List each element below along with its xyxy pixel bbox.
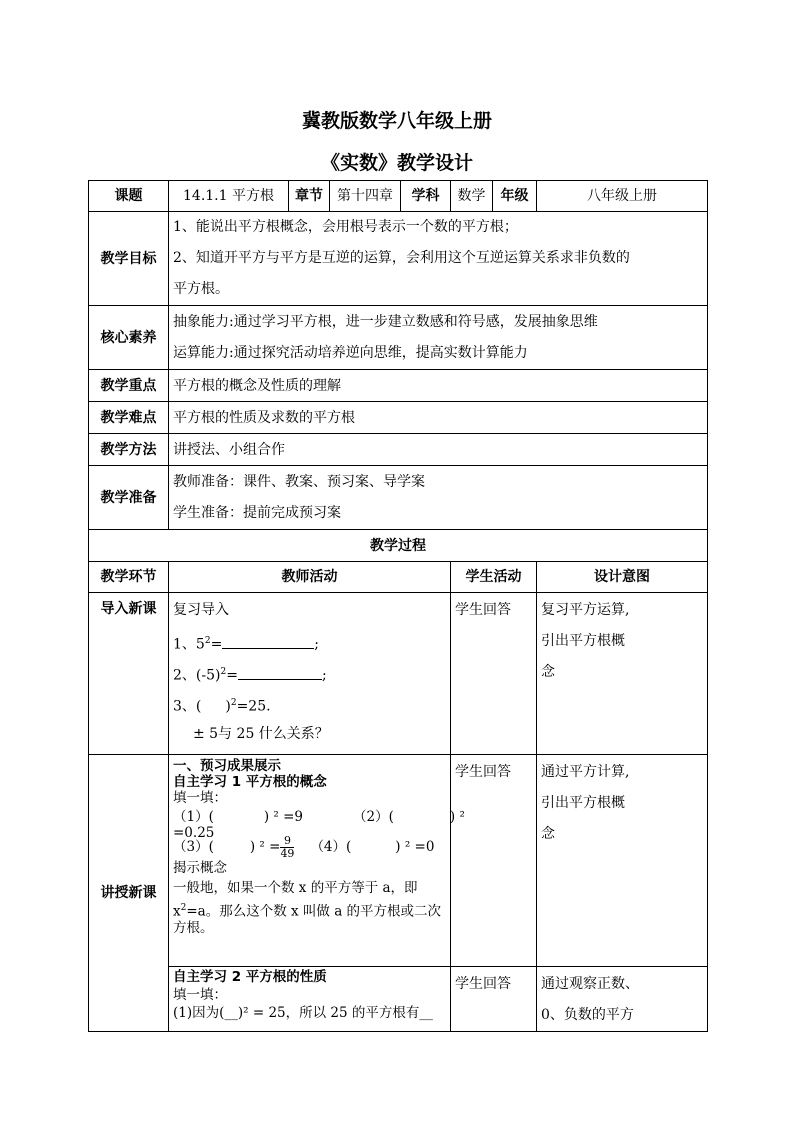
chapter-label: 章节 xyxy=(289,181,330,212)
core-line-2: 运算能力:通过探究活动培养逆向思维，提高实数计算能力 xyxy=(173,344,528,361)
topic-label: 课题 xyxy=(89,181,169,212)
lecture-fill-row-1: （1）( ) ² =9 （2）( ) ² xyxy=(173,809,465,825)
chapter-value: 第十四章 xyxy=(330,181,401,212)
goals-line-2: 2、知道开平方与平方是互逆的运算，会利用这个互逆运算关系求非负数的 xyxy=(173,250,630,266)
fraction-9-49: $\frac{9}{49}$ xyxy=(280,834,295,860)
intro-question-1: 1、$5^2=$ ; xyxy=(173,636,320,653)
difficulty-label: 教学难点 xyxy=(89,402,169,434)
lecture-fill-label: 填一填： xyxy=(173,790,227,806)
intro-stage: 导入新课 xyxy=(89,593,169,755)
intro-question-2: 2、$(-5)^2=$ ; xyxy=(173,667,327,684)
goals-line-3: 平方根。 xyxy=(173,281,229,297)
header-stage: 教学环节 xyxy=(89,562,169,593)
subject-label: 学科 xyxy=(401,181,451,212)
lecture-design-intent-2: 通过观察正数、 0、负数的平方 xyxy=(537,967,708,1032)
core-label: 核心素养 xyxy=(89,306,169,370)
goals-label: 教学目标 xyxy=(89,212,169,306)
core-line-1: 抽象能力:通过学习平方根，进一步建立数感和符号感，发展抽象思维 xyxy=(173,313,598,330)
intro-question-3: 3、( )$^2$=25. xyxy=(173,698,271,715)
header-teacher-activity: 教师活动 xyxy=(169,562,451,593)
document-title: 冀教版数学八年级上册 xyxy=(301,110,492,132)
document-subtitle: 《实数》教学设计 xyxy=(320,152,473,174)
key-point-label: 教学重点 xyxy=(89,370,169,402)
lecture-fill-row-2: =0.25 xyxy=(173,825,215,841)
intro-question-4: ± 5与 25 什么关系？ xyxy=(193,726,329,742)
difficulty-text: 平方根的性质及求数的平方根 xyxy=(169,402,708,434)
lecture-heading-2: 自主学习 1 平方根的概念 xyxy=(173,774,327,790)
lecture-property-1: (1)因为(__)² = 25，所以 25 的平方根有__ xyxy=(173,1005,433,1021)
lesson-plan-table xyxy=(88,180,708,1032)
lecture-teacher-activity-2 xyxy=(169,967,451,1032)
lecture-student-activity-2: 学生回答 xyxy=(451,967,537,1032)
intro-review: 复习导入 xyxy=(173,602,229,618)
header-design-intent: 设计意图 xyxy=(537,562,708,593)
process-title: 教学过程 xyxy=(89,530,708,562)
lecture-teacher-activity-1 xyxy=(169,755,465,967)
prep-line-1: 教师准备：课件、教案、预习案、导学案 xyxy=(173,473,425,490)
method-label: 教学方法 xyxy=(89,434,169,466)
prep-label: 教学准备 xyxy=(89,466,169,530)
lecture-definition-2: $x^2=a$。那么这个数 x 叫做 a 的平方根或二次 xyxy=(173,903,442,920)
lecture-definition-1: 一般地，如果一个数 x 的平方等于 a，即 xyxy=(173,880,418,896)
header-student-activity: 学生活动 xyxy=(451,562,537,593)
intro-design-intent: 复习平方运算, 引出平方根概 念 xyxy=(537,593,708,755)
lecture-heading-1: 一、预习成果展示 xyxy=(173,758,281,774)
core-content xyxy=(169,306,708,370)
lecture-student-activity-1: 学生回答 xyxy=(451,755,537,967)
subject-value: 数学 xyxy=(451,181,493,212)
lecture-heading-3: 自主学习 2 平方根的性质 xyxy=(173,969,327,985)
lecture-design-intent-1: 通过平方计算, 引出平方根概 念 xyxy=(537,755,708,967)
topic-value: 14.1.1 平方根 xyxy=(169,181,289,212)
prep-content xyxy=(169,466,708,530)
lecture-definition-3: 方根。 xyxy=(173,919,214,936)
intro-student-activity: 学生回答 xyxy=(451,593,537,755)
grade-label: 年级 xyxy=(493,181,537,212)
method-text: 讲授法、小组合作 xyxy=(169,434,708,466)
goals-line-1: 1、能说出平方根概念，会用根号表示一个数的平方根； xyxy=(173,219,518,235)
key-point-text: 平方根的概念及性质的理解 xyxy=(169,370,708,402)
lecture-fill-row-3: （3）( ) ² = $\frac{9}{49}$ （4）( ) ² =0 xyxy=(173,834,435,860)
prep-line-2: 学生准备：提前完成预习案 xyxy=(173,504,341,521)
goals-content xyxy=(169,212,708,306)
lecture-fill-label-2: 填一填： xyxy=(173,987,227,1003)
lecture-stage: 讲授新课 xyxy=(89,755,169,1032)
lecture-reveal: 揭示概念 xyxy=(173,860,227,876)
intro-teacher-activity xyxy=(169,593,451,755)
grade-value: 八年级上册 xyxy=(537,181,708,212)
